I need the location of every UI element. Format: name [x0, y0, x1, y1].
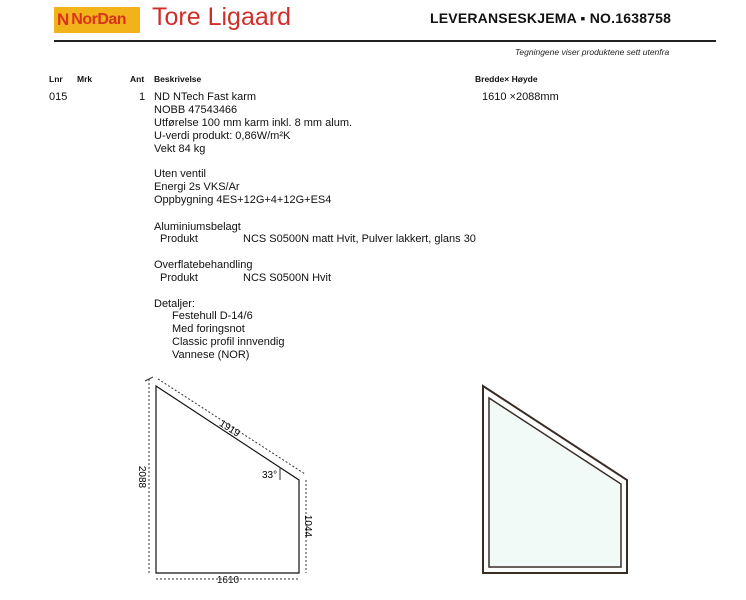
document-title: LEVERANSESKJEMA ▪ NO.1638758: [430, 10, 672, 26]
detail-item: Vannese (NOR): [172, 349, 250, 361]
angle-label: 33°: [262, 470, 278, 481]
product-execution: Utførelse 100 mm karm inkl. 8 mm alum.: [154, 117, 353, 129]
product-nobb: NOBB 47543466: [154, 104, 238, 116]
column-lnr: Lnr: [49, 74, 63, 84]
dealer-name: Tore Ligaard: [152, 3, 291, 31]
column-size: Bredde× Høyde: [475, 74, 538, 84]
row-size: 1610 ×2088mm: [482, 91, 559, 103]
window-outline: [156, 386, 299, 573]
row-lnr: 015: [49, 91, 68, 103]
window-glass: [489, 398, 621, 567]
vent-spec: Uten ventil: [154, 168, 206, 180]
logo-mark: N: [57, 10, 70, 29]
product-name: ND NTech Fast karm: [154, 91, 257, 103]
slope-label: 1919: [217, 418, 242, 440]
column-mrk: Mrk: [77, 74, 93, 84]
detail-item: Festehull D-14/6: [172, 310, 253, 322]
column-description: Beskrivelse: [154, 74, 202, 84]
detail-item: Med foringsnot: [172, 323, 245, 335]
alu-title: Aluminiumsbelagt: [154, 221, 241, 233]
product-u-value: U-verdi produkt: 0,86W/m²K: [154, 130, 291, 142]
surface-title: Overflatebehandling: [154, 259, 253, 271]
logo-text: NorDan: [71, 11, 127, 28]
alu-label: Produkt: [160, 233, 198, 245]
alu-value: NCS S0500N matt Hvit, Pulver lakkert, glans 30: [243, 233, 476, 245]
surface-label: Produkt: [160, 272, 198, 284]
side-label: 1044: [302, 514, 313, 538]
details-title: Detaljer:: [154, 298, 195, 310]
detail-item: Classic profil innvendig: [172, 336, 285, 348]
build-spec: Oppbygning 4ES+12G+4+12G+ES4: [154, 194, 332, 206]
product-weight: Vekt 84 kg: [154, 143, 206, 155]
surface-value: NCS S0500N Hvit: [243, 272, 332, 284]
view-note: Tegningene viser produktene sett utenfra: [515, 47, 670, 57]
width-label: 1610: [216, 575, 240, 586]
height-label: 2088: [136, 465, 147, 489]
column-ant: Ant: [130, 74, 145, 84]
row-ant: 1: [139, 91, 146, 103]
energy-spec: Energi 2s VKS/Ar: [154, 181, 240, 193]
